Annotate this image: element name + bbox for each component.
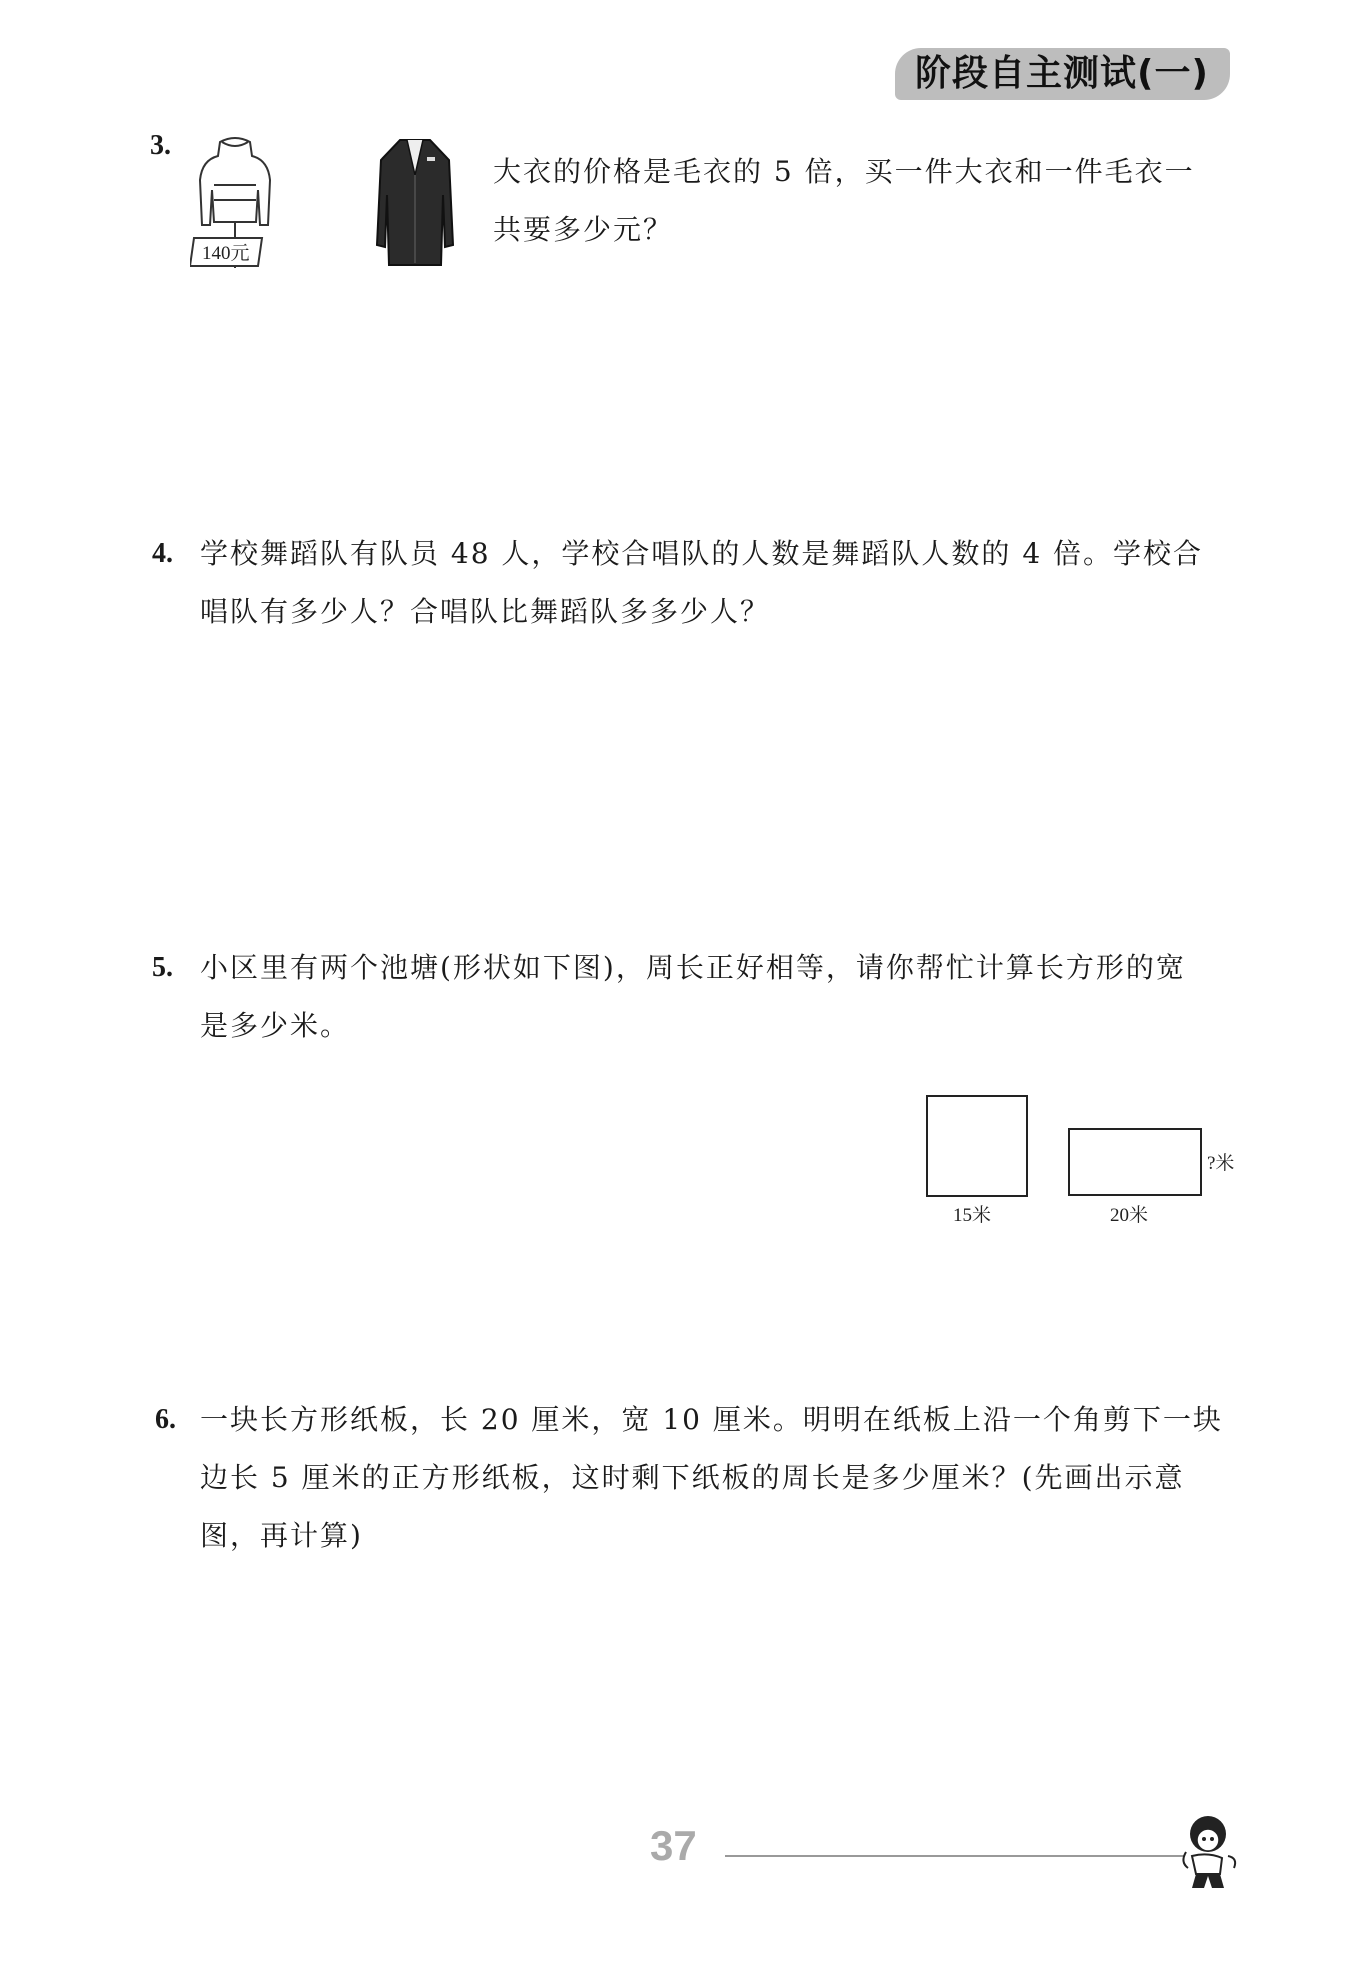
question-5-number: 5.: [152, 952, 173, 983]
rect-length-label: 20米: [1110, 1205, 1149, 1226]
question-4-number: 4.: [152, 538, 173, 569]
question-6-text: 一块长方形纸板，长 20 厘米，宽 10 厘米。明明在纸板上沿一个角剪下一块 边长 5 厘米的正方形纸板，这时剩下纸板的周长是多少厘米？(先画出示意 图，再计算): [200, 1403, 1223, 1552]
footer-rule: [725, 1855, 1185, 1857]
question-6-number: 6.: [155, 1404, 176, 1435]
page-title: 阶段自主测试(一): [915, 53, 1209, 94]
price-tag-label: 140元: [202, 243, 250, 264]
question-3-number: 3.: [150, 130, 171, 161]
question-4-text: 学校舞蹈队有队员 48 人，学校合唱队的人数是舞蹈队人数的 4 倍。学校合 唱队有多少人？合唱队比舞蹈队多多少人？: [200, 537, 1204, 628]
square-side-label: 15米: [953, 1205, 992, 1226]
coat-illustration: [375, 135, 455, 270]
page-number: 37: [650, 1822, 697, 1869]
cartoon-mascot-icon: [1178, 1812, 1248, 1892]
rect-width-label: ?米: [1207, 1153, 1235, 1174]
question-3-text: 大衣的价格是毛衣的 5 倍，买一件大衣和一件毛衣一 共要多少元？: [493, 155, 1195, 246]
question-5-text: 小区里有两个池塘(形状如下图)，周长正好相等，请你帮忙计算长方形的宽 是多少米。: [200, 951, 1186, 1042]
rectangle-pond: [1068, 1128, 1202, 1196]
square-pond: [926, 1095, 1028, 1197]
